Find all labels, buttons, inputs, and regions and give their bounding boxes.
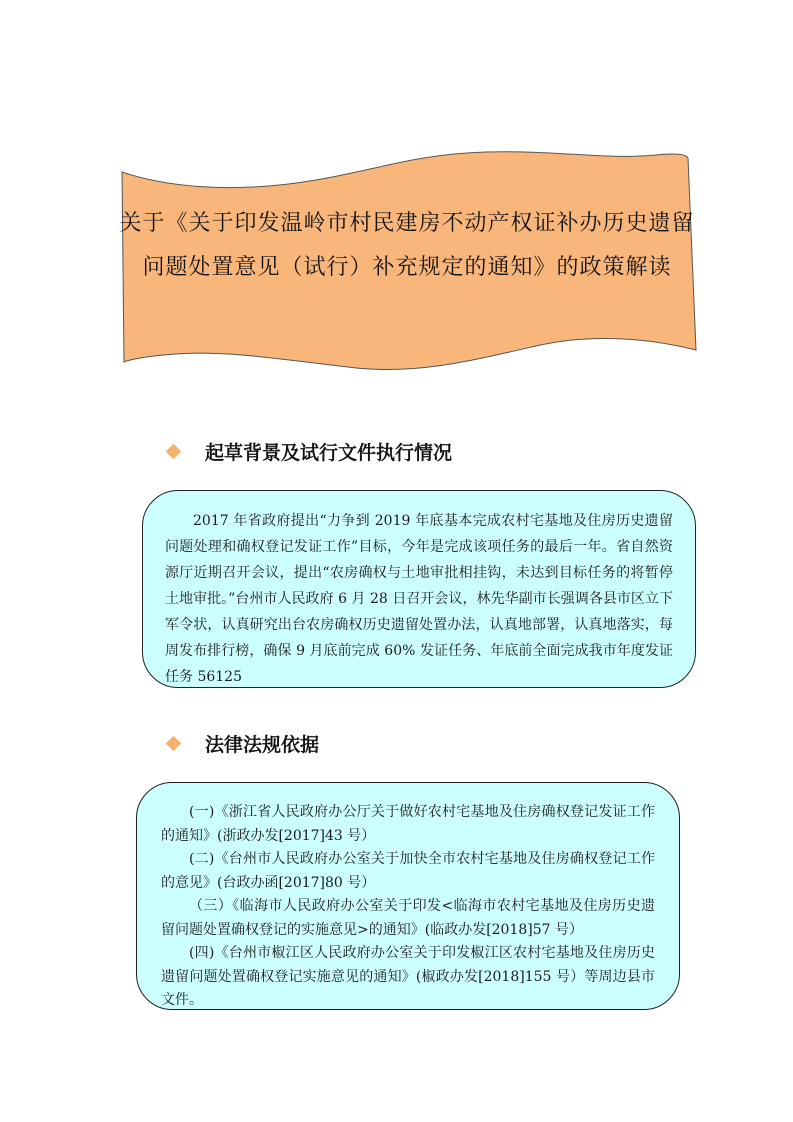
document-title	[116, 202, 698, 290]
legal-item-3: （三）《临海市人民政府办公室关于印发<临海市农村宅基地及住房历史遗留问题处置确权登记的实施意见>的通知》(临政办发[2018]57 号）	[161, 898, 655, 938]
background-textbox	[142, 490, 696, 688]
legal-item-4: (四)《台州市椒江区人民政府办公室关于印发椒江区农村宅基地及住房历史遗留问题处置确权登记实施意见的通知》(椒政办发[2018]155 号）等周边县市文件。	[161, 945, 655, 1008]
diamond-bullet-icon	[166, 736, 182, 752]
background-paragraph: 2017 年省政府提出“力争到 2019 年底基本完成农村宅基地及住房历史遗留问题处理和确权登记发证工作”目标，今年是完成该项任务的最后一年。省自然资源厅近期召开会议，提出“农房确权与土地审批相挂钩，未达到目标任务的将暂停土地审批。”台州市人民政府 6 月 28 日召开会议，林先华副市长强调各县市区立下军令状，认真研究出台农房确权历史遗留处置办法，认真地部署，认真地落实，每周发布排行榜，确保 9 月底前完成 60% 发证任务、年底前全面完成我市年度发证任务 56125	[165, 513, 673, 685]
section-heading-background	[168, 438, 452, 465]
section-title: 起草背景及试行文件执行情况	[205, 442, 453, 464]
legal-item-2: (二)《台州市人民政府办公室关于加快全市农村宅基地及住房确权登记工作的意见》(台政办函[2017]80 号）	[161, 851, 655, 891]
title-banner	[116, 150, 698, 380]
legal-basis-textbox	[136, 782, 680, 1010]
diamond-bullet-icon	[166, 444, 182, 460]
section-title: 法律法规依据	[205, 734, 320, 756]
title-line-1: 关于《关于印发温岭市村民建房不动产权证补办历史遗留	[119, 211, 695, 236]
legal-item-1: (一)《浙江省人民政府办公厅关于做好农村宅基地及住房确权登记发证工作的通知》(浙政办发[2017]43 号）	[161, 804, 655, 844]
section-heading-legal-basis	[168, 730, 319, 757]
title-line-2: 问题处置意见（试行）补充规定的通知》的政策解读	[142, 255, 672, 280]
